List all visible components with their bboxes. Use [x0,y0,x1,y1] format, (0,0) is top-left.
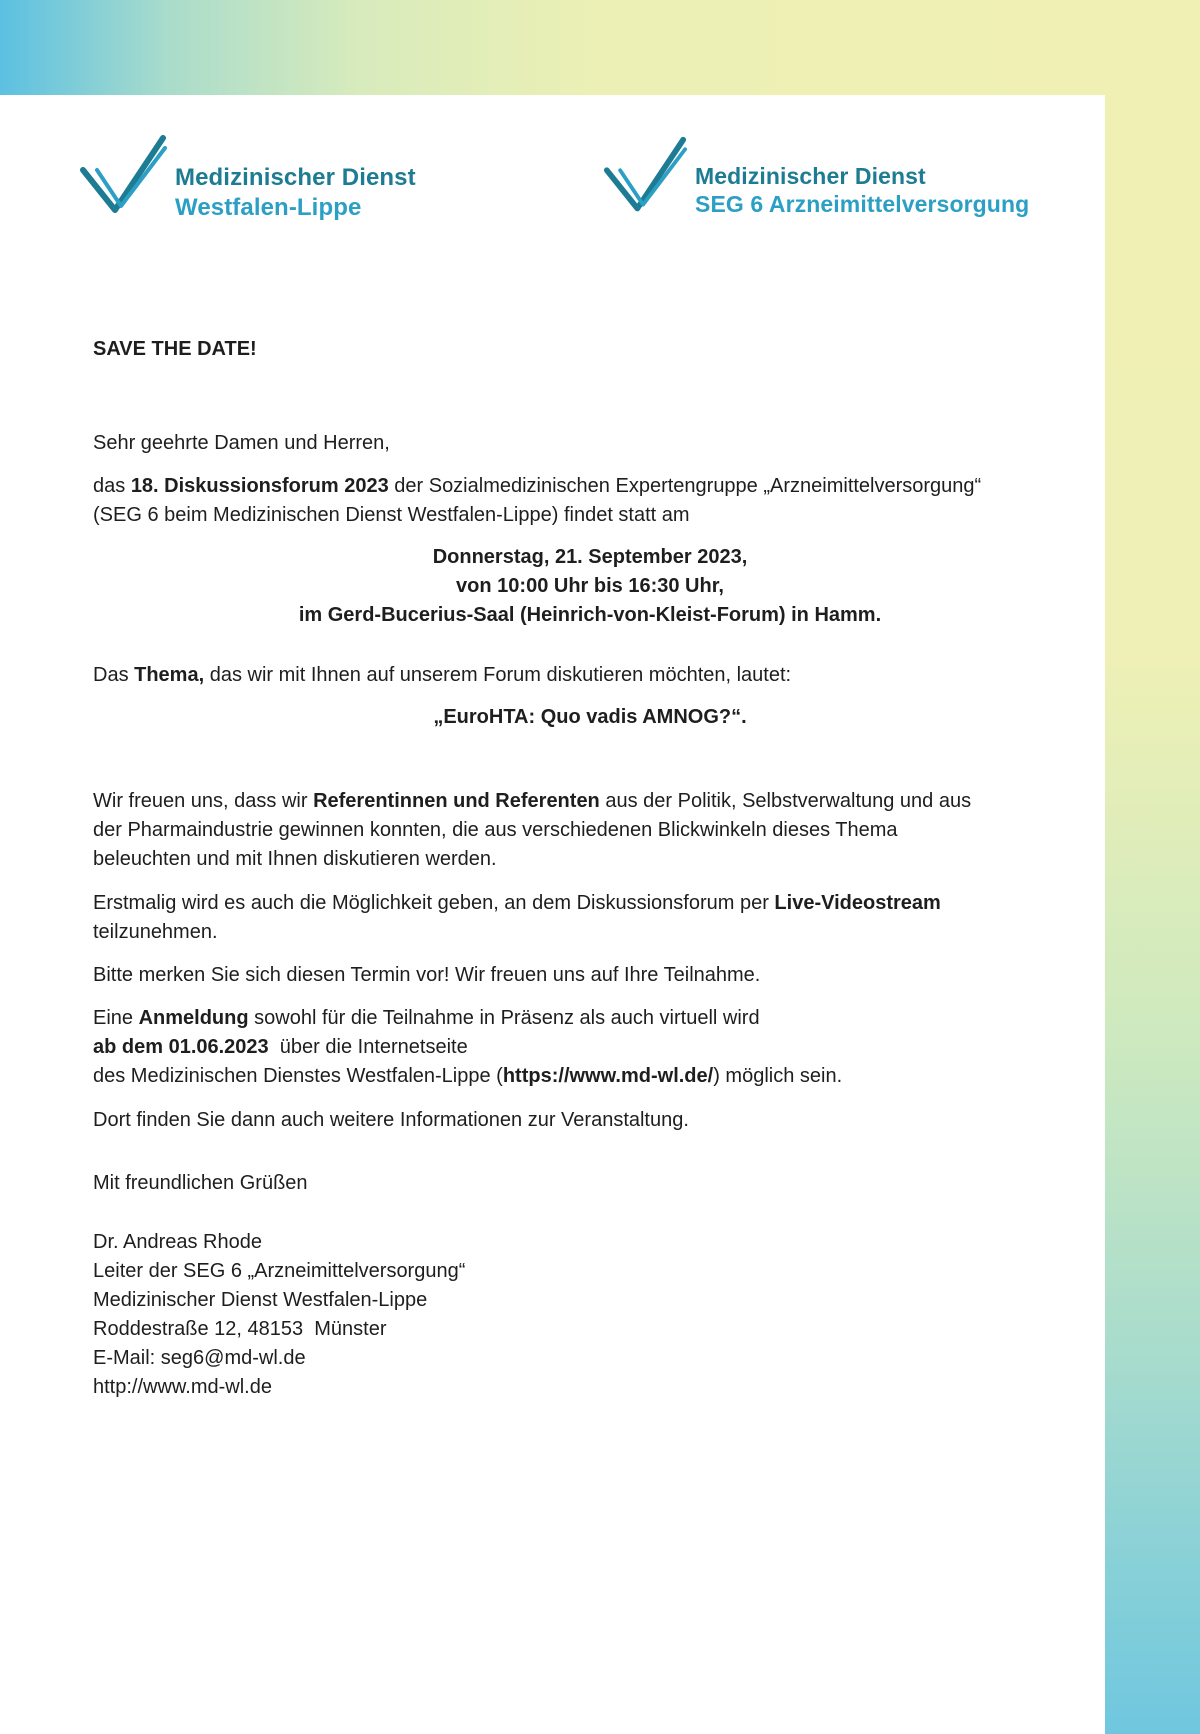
top-gradient-band [0,0,1200,95]
signature-web-link[interactable]: http://www.md-wl.de [93,1376,272,1398]
save-the-date-heading: SAVE THE DATE! [93,338,257,360]
speakers-line-1: Wir freuen uns, dass wir Referentinnen und Referenten aus der Politik, Selbstverwaltung und aus [93,790,972,812]
signature-name: Dr. Andreas Rhode [93,1231,262,1253]
salutation: Sehr geehrte Damen und Herren, [93,432,390,454]
speakers-line-3: beleuchten und mit Ihnen diskutieren werden. [93,848,497,870]
topic-intro: Das Thema, das wir mit Ihnen auf unserem Forum diskutieren möchten, lautet: [93,664,792,686]
checkmark-logo-icon [601,134,689,218]
stream-line-1: Erstmalig wird es auch die Möglichkeit geben, an dem Diskussionsforum per Live-Videostream [93,892,941,914]
logo-right-line2: SEG 6 Arzneimittelversorgung [695,191,1030,217]
logo-md-seg6 [601,134,1029,218]
registration-line-2: ab dem 01.06.2023 über die Internetseite [93,1036,468,1058]
signature-org: Medizinischer Dienst Westfalen-Lippe [93,1289,428,1311]
more-info: Dort finden Sie dann auch weitere Informationen zur Veranstaltung. [93,1109,689,1131]
signature-role: Leiter der SEG 6 „Arzneimittelversorgung“ [93,1260,466,1282]
right-gradient-band [1105,0,1200,1734]
logo-md-westfalen-lippe [77,132,416,223]
reminder: Bitte merken Sie sich diesen Termin vor! Wir freuen uns auf Ihre Teilnahme. [93,964,761,986]
event-location: im Gerd-Bucerius-Saal (Heinrich-von-Kleist-Forum) in Hamm. [298,604,882,626]
logo-left-line1: Medizinischer Dienst [175,164,416,191]
registration-link[interactable]: https://www.md-wl.de/ [502,1065,714,1087]
event-date: Donnerstag, 21. September 2023, [432,546,748,568]
speakers-line-2: der Pharmaindustrie gewinnen konnten, die aus verschiedenen Blickwinkeln dieses Thema [93,819,898,841]
intro-line-1: das 18. Diskussionsforum 2023 der Sozialmedizinischen Expertengruppe „Arzneimittelversorgung“ [93,475,982,497]
intro-line-2: (SEG 6 beim Medizinischen Dienst Westfalen-Lippe) findet statt am [93,504,690,526]
stream-line-2: teilzunehmen. [93,921,218,943]
logo-left-line2: Westfalen-Lippe [175,194,362,221]
topic-title: „EuroHTA: Quo vadis AMNOG?“. [433,706,747,728]
registration-line-3: des Medizinischen Dienstes Westfalen-Lippe (https://www.md-wl.de/) möglich sein. [93,1065,843,1087]
registration-line-1: Eine Anmeldung sowohl für die Teilnahme in Präsenz als auch virtuell wird [93,1007,760,1029]
logo-right-line1: Medizinischer Dienst [695,163,926,189]
closing: Mit freundlichen Grüßen [93,1172,308,1194]
signature-email[interactable]: E-Mail: seg6@md-wl.de [93,1347,306,1369]
checkmark-logo-icon [77,132,169,220]
event-time: von 10:00 Uhr bis 16:30 Uhr, [456,575,724,597]
signature-address: Roddestraße 12, 48153 Münster [93,1318,387,1340]
